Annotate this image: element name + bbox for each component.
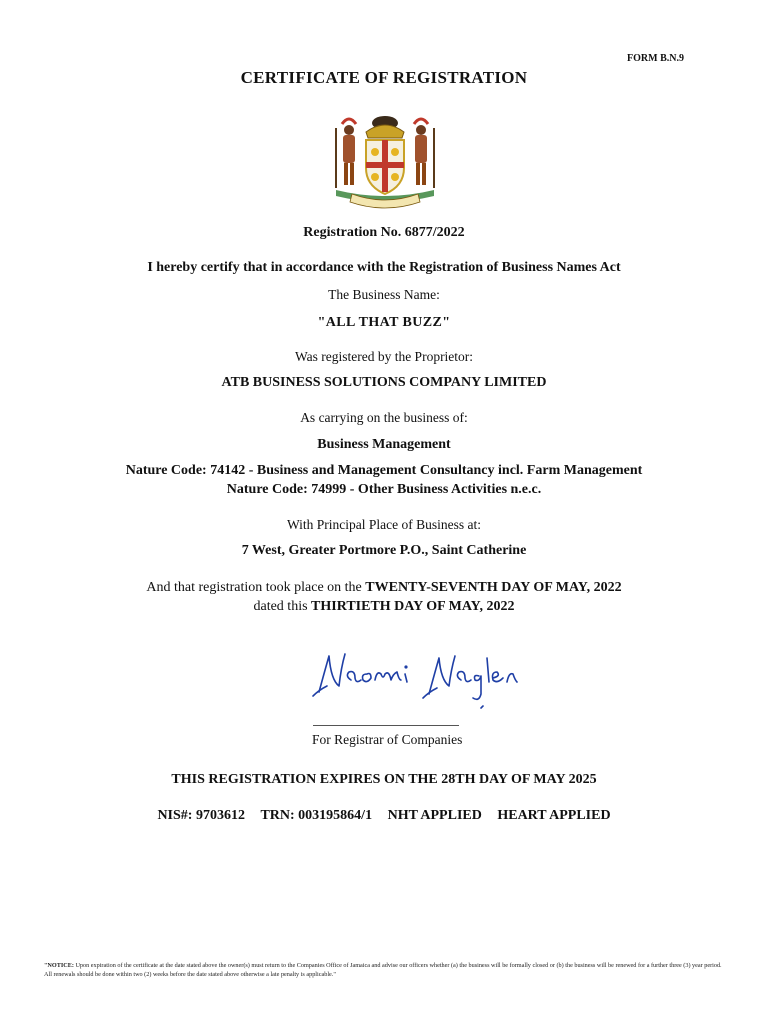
registrar-label: For Registrar of Companies xyxy=(312,732,463,747)
proprietor-label: Was registered by the Proprietor: xyxy=(294,349,474,364)
notice-heading: "NOTICE: xyxy=(44,962,74,969)
trn-number: TRN: 003195864/1 xyxy=(260,808,373,823)
nht-status: NHT APPLIED xyxy=(387,808,482,823)
jamaica-coat-of-arms-icon xyxy=(322,110,448,210)
heart-status: HEART APPLIED xyxy=(497,808,611,823)
form-code: FORM B.N.9 xyxy=(627,53,684,64)
proprietor-name: ATB BUSINESS SOLUTIONS COMPANY LIMITED xyxy=(221,375,547,390)
identifiers-row xyxy=(0,808,768,824)
dated-date: THIRTIETH DAY OF MAY, 2022 xyxy=(311,599,515,614)
nature-code-1: Nature Code: 74142 - Business and Management Consultancy incl. Farm Management xyxy=(125,463,643,478)
page-title: CERTIFICATE OF REGISTRATION xyxy=(240,68,528,87)
business-of-label: As carrying on the business of: xyxy=(300,410,468,425)
dated-line xyxy=(0,599,768,615)
registration-date-prefix: And that registration took place on the xyxy=(146,580,362,595)
registration-date: TWENTY-SEVENTH DAY OF MAY, 2022 xyxy=(365,580,622,595)
signature-text: Naomi Naglen xyxy=(305,640,311,641)
business-name: "ALL THAT BUZZ" xyxy=(317,315,451,330)
registration-number: Registration No. 6877/2022 xyxy=(303,225,465,240)
nature-code-2: Nature Code: 74999 - Other Business Activities n.e.c. xyxy=(226,482,542,497)
registration-date-line xyxy=(0,580,768,596)
business-activity: Business Management xyxy=(317,437,451,452)
principal-place-label: With Principal Place of Business at: xyxy=(286,517,482,532)
principal-place-address: 7 West, Greater Portmore P.O., Saint Catherine xyxy=(241,543,527,558)
dated-prefix: dated this xyxy=(253,599,308,614)
signature-line xyxy=(313,725,459,726)
nis-number: NIS#: 9703612 xyxy=(157,808,245,823)
notice-body: Upon expiration of the certificate at the date stated above the owner(s) must return to the Companies Office of Jamaica and advise our officers whether (a) the business will be formally closed or (b) the business will be renewed for a further three (3) year period. All renewals should be done within two (2) weeks before the date stated above otherwise a late penalty is applicable." xyxy=(44,962,722,978)
certify-statement: I hereby certify that in accordance with the Registration of Business Names Act xyxy=(147,260,621,275)
expiry-notice: THIS REGISTRATION EXPIRES ON THE 28TH DAY OF MAY 2025 xyxy=(171,772,597,787)
registrar-signature xyxy=(305,640,535,712)
business-name-label: The Business Name: xyxy=(328,287,440,302)
footer-notice xyxy=(44,961,726,979)
